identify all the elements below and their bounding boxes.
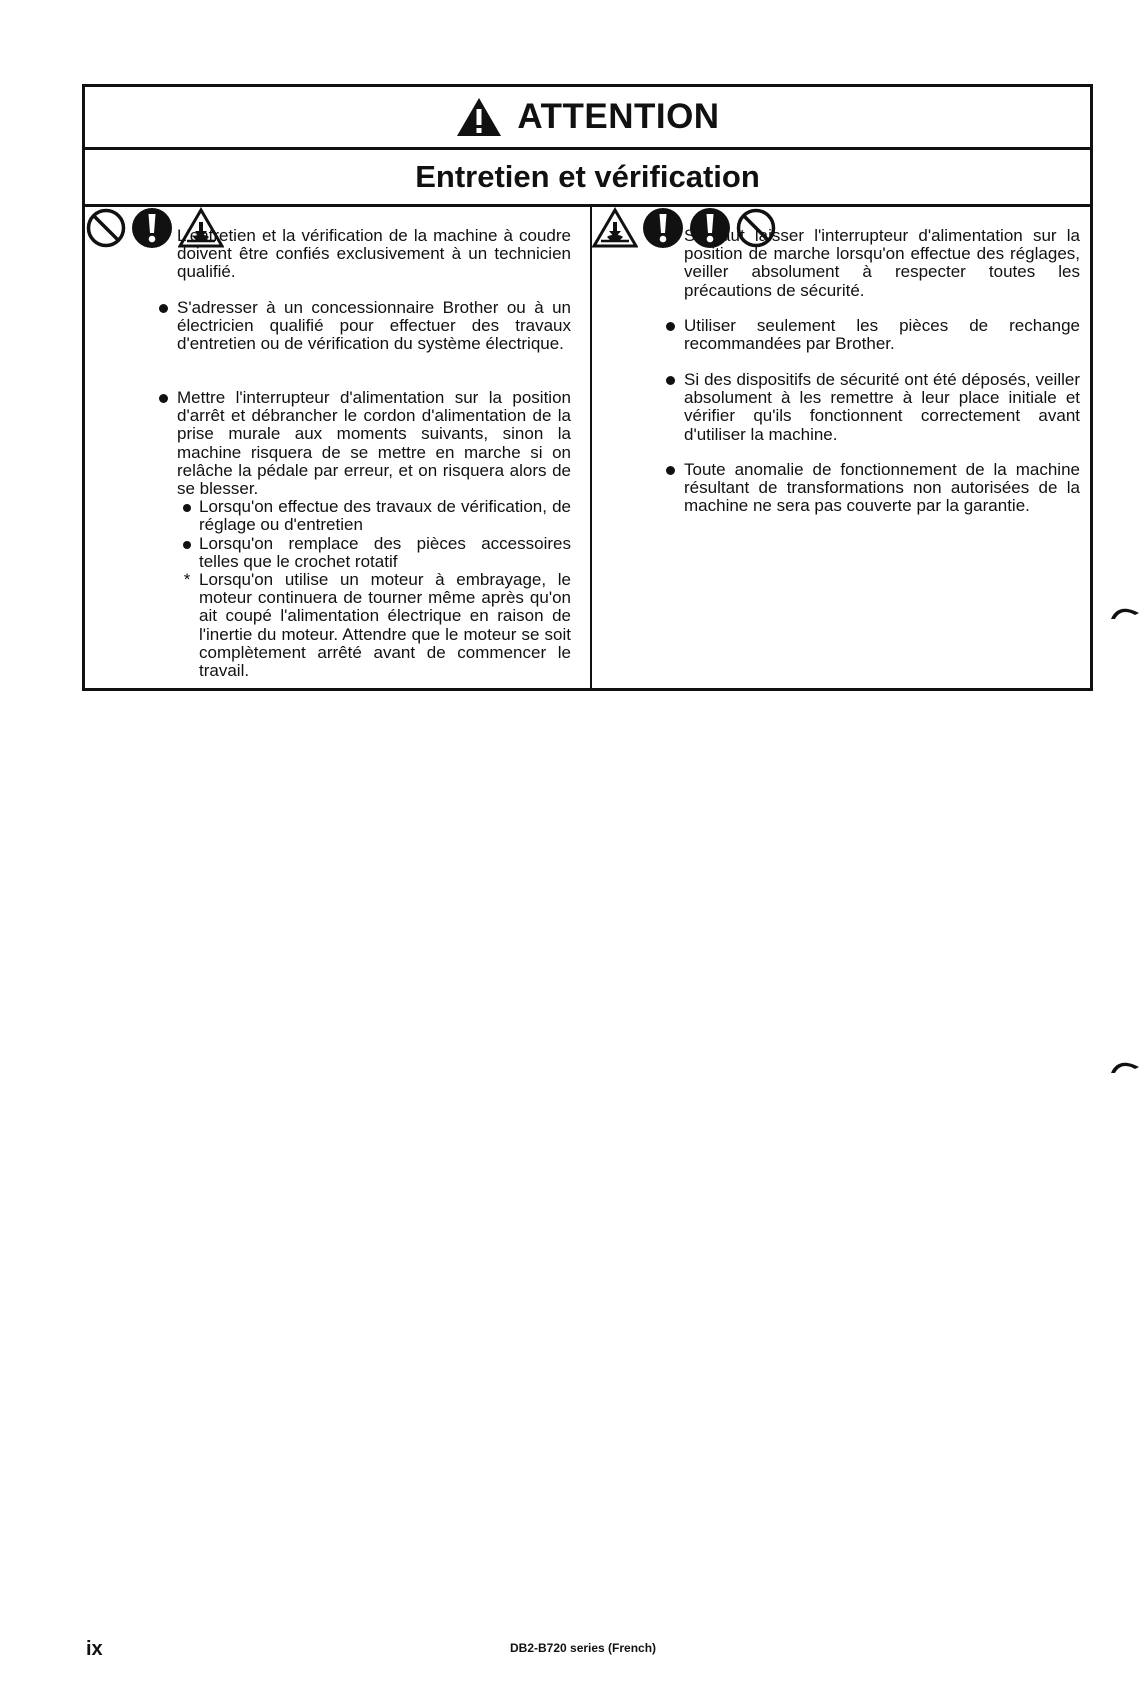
left-subitem-1-text: Lorsqu'on effectue des travaux de vérification, de réglage ou d'entretien — [199, 497, 571, 535]
left-subitem-1 — [177, 498, 571, 534]
warning-triangle-icon — [455, 96, 503, 138]
left-subitem-3-text: Lorsqu'on utilise un moteur à embrayage, le moteur continuera de tourner même après qu'on ait coupé l'alimentation électrique en raison de l'inertie du moteur. Attendre que le moteur se soit complètement arrêté avant de commencer le travail. — [199, 570, 571, 681]
binding-mark-icon — [1110, 1058, 1140, 1074]
binding-mark-icon — [1110, 604, 1140, 620]
left-item-1: L'entretien et la vérification de la machine à coudre doivent être confiés exclusivement à un technicien qualifié. — [177, 226, 571, 282]
bullet-marker — [181, 498, 193, 516]
right-item-3: Si des dispositifs de sécurité ont été déposés, veiller absolument à les remettre à leur place initiale et vérifier qu'ils fonctionnent correctement avant d'utiliser la machine. — [684, 370, 1080, 444]
right-item-1: S'il faut laisser l'interrupteur d'alimentation sur la position de marche lorsqu'on effectue des réglages, veiller absolument à respecter toutes les précautions de sécurité. — [684, 226, 1080, 300]
asterisk-marker: * — [183, 570, 191, 590]
page-number: ix — [86, 1638, 103, 1660]
attention-title: ATTENTION — [517, 97, 720, 136]
attention-box — [82, 84, 1093, 691]
attention-header — [85, 87, 1090, 150]
left-subitem-2-text: Lorsqu'on remplace des pièces accessoires telles que le crochet rotatif — [199, 533, 571, 571]
left-item-2: S'adresser à un concessionnaire Brother ou à un électricien qualifié pour effectuer des travaux d'entretien ou de vérification du système électrique. — [177, 298, 571, 354]
right-item-2: Utiliser seulement les pièces de rechange recommandées par Brother. — [684, 316, 1080, 354]
right-column — [592, 207, 1090, 691]
mandatory-icon — [131, 207, 173, 249]
left-item-3 — [177, 389, 571, 680]
left-subitem-3 — [177, 571, 571, 680]
left-subitem-2 — [177, 535, 571, 571]
left-item-3-text: Mettre l'interrupteur d'alimentation sur la position d'arrêt et débrancher le cordon d'alimentation de la prise murale aux moments suivants, sinon la machine risquera de se mettre en marche si on relâche la pédale par erreur, et on risquera alors de se blesser. — [177, 388, 571, 499]
mandatory-icon — [642, 207, 684, 249]
right-item-4: Toute anomalie de fonctionnement de la machine résultant de transformations non autorisées de la machine ne sera pas couverte par la garantie. — [684, 460, 1080, 516]
left-column — [85, 207, 592, 691]
prohibition-icon — [85, 207, 127, 249]
document-series: DB2-B720 series (French) — [510, 1641, 657, 1655]
section-title: Entretien et vérification — [85, 150, 1090, 207]
bullet-marker — [181, 535, 193, 553]
hand-injury-warning-icon — [592, 207, 638, 249]
